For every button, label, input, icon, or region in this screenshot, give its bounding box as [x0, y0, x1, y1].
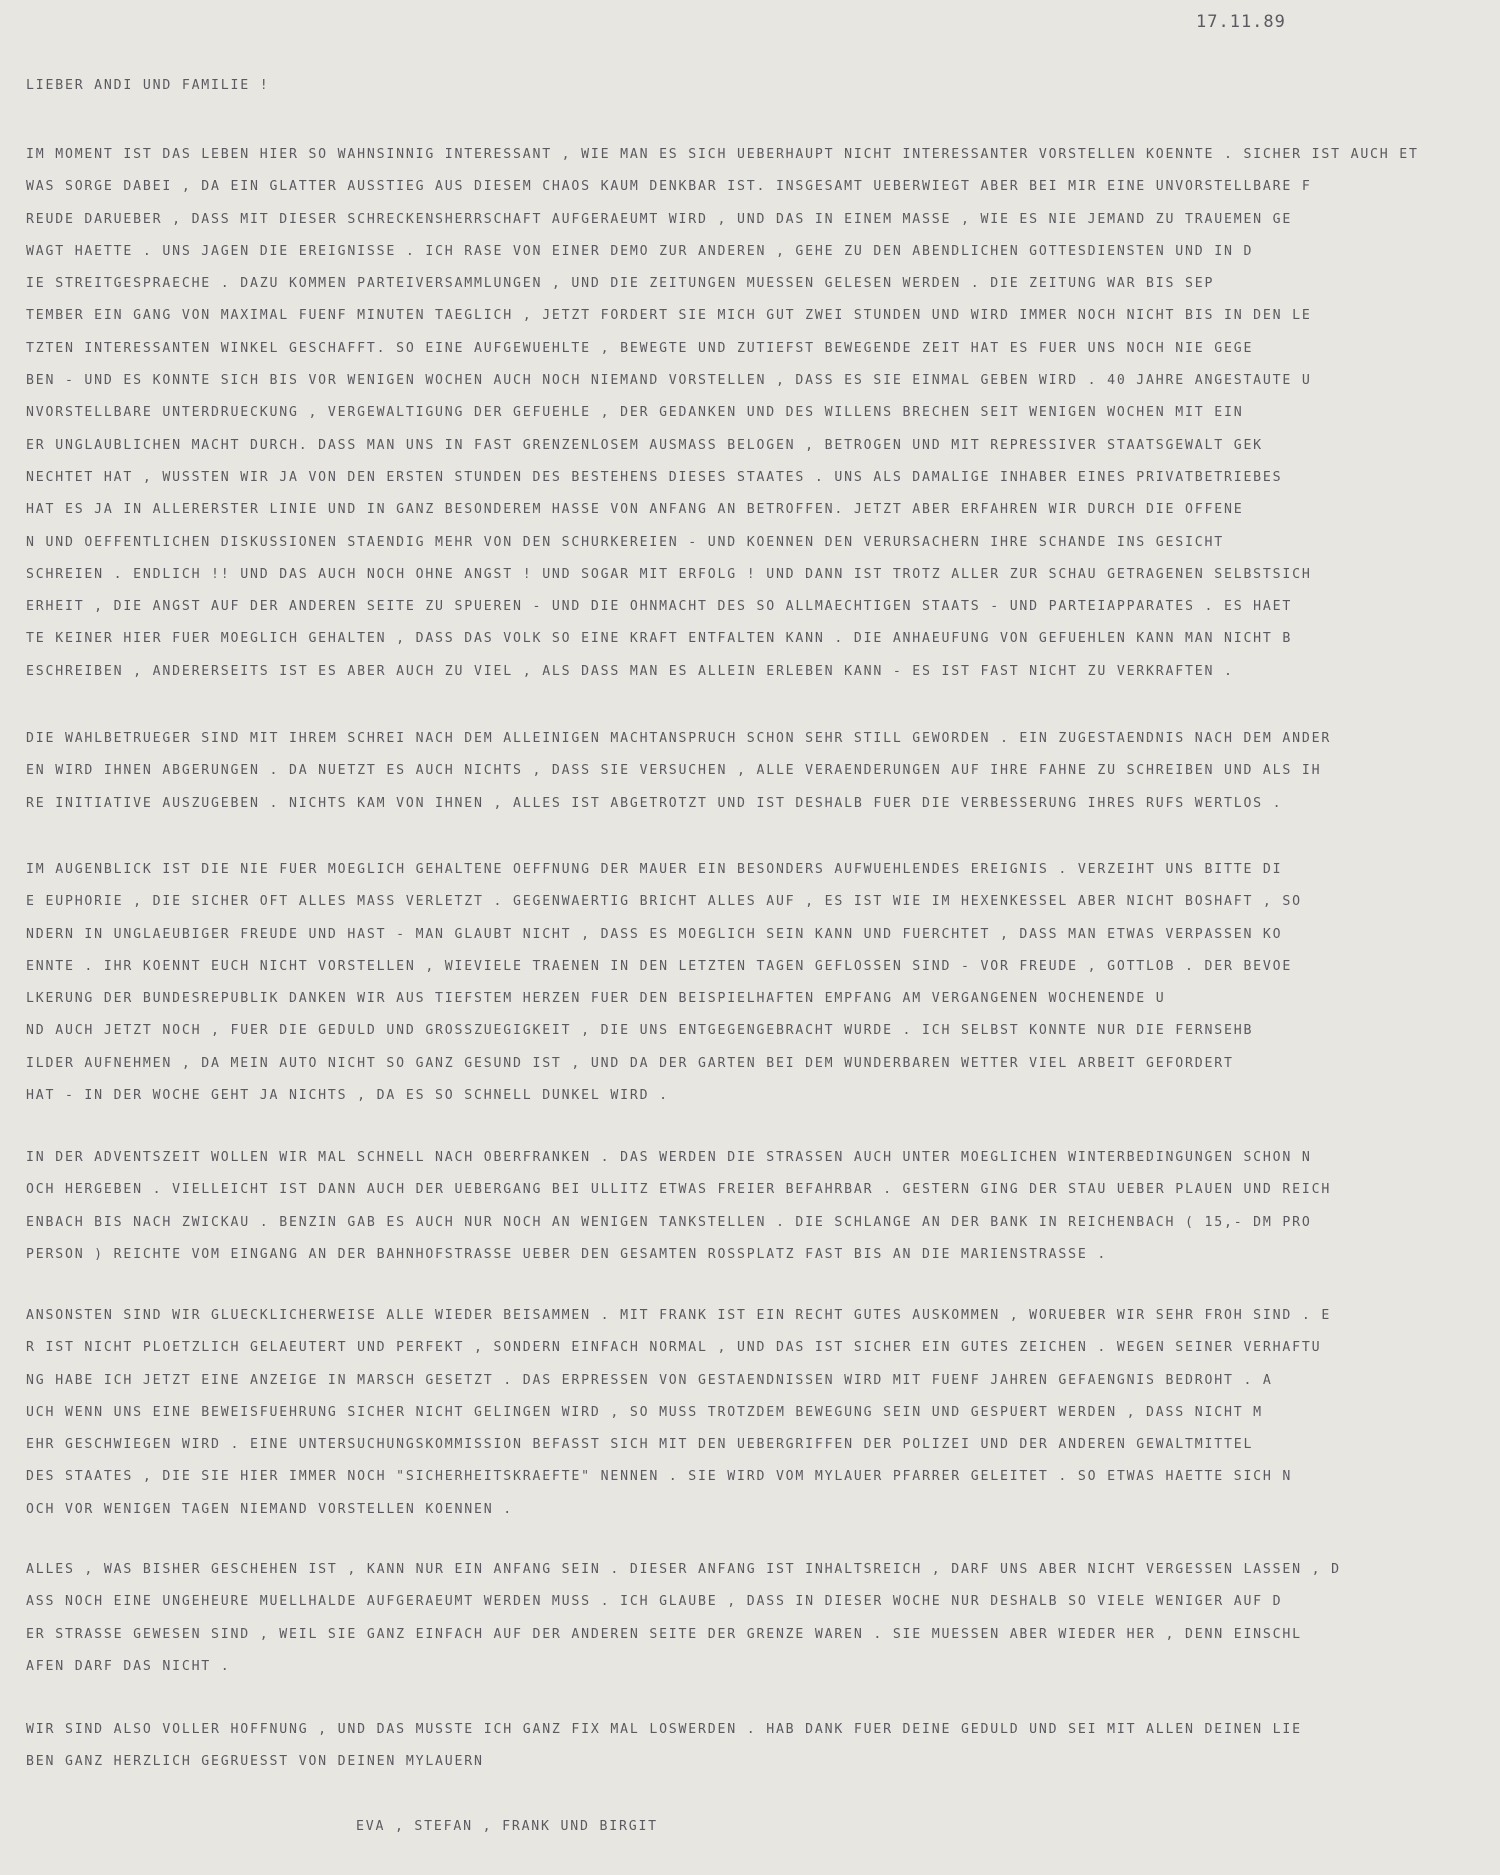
salutation: LIEBER ANDI UND FAMILIE ! — [26, 78, 270, 93]
text-line: EN WIRD IHNEN ABGERUNGEN . DA NUETZT ES AUCH NICHTS , DASS SIE VERSUCHEN , ALLE VERAENDERUNGEN AUF IHRE FAHNE ZU SCHREIBEN UND ALS IH — [26, 763, 1322, 779]
text-line: ENNTE . IHR KOENNT EUCH NICHT VORSTELLEN , WIEVIELE TRAENEN IN DEN LETZTEN TAGEN GEFLOSSEN SIND - VOR FREUDE , GOTTLOB . DER BEVOE — [26, 958, 1293, 974]
text-line: UCH WENN UNS EINE BEWEISFUEHRUNG SICHER NICHT GELINGEN WIRD , SO MUSS TROTZDEM BEWEGUNG SEIN UND GESPUERT WERDEN , DASS NICHT M — [26, 1404, 1263, 1420]
text-line: ASS NOCH EINE UNGEHEURE MUELLHALDE AUFGERAEUMT WERDEN MUSS . ICH GLAUBE , DASS IN DIESER WOCHE NUR DESHALB SO VIELE WENIGER AUF D — [26, 1594, 1283, 1610]
letter-date: 17.11.89 — [1196, 12, 1286, 32]
text-line: R IST NICHT PLOETZLICH GELAEUTERT UND PERFEKT , SONDERN EINFACH NORMAL , UND DAS IST SICHER EIN GUTES ZEICHEN . WEGEN SEINER VERHAFTU — [26, 1340, 1322, 1356]
text-line: OCH VOR WENIGEN TAGEN NIEMAND VORSTELLEN KOENNEN . — [26, 1501, 513, 1517]
text-line: BEN GANZ HERZLICH GEGRUESST VON DEINEN MYLAUERN — [26, 1754, 484, 1770]
text-line: ALLES , WAS BISHER GESCHEHEN IST , KANN NUR EIN ANFANG SEIN . DIESER ANFANG IST INHALTSREICH , DARF UNS ABER NICHT VERGESSEN LASSEN , D — [26, 1562, 1341, 1577]
text-line: IE STREITGESPRAECHE . DAZU KOMMEN PARTEIVERSAMMLUNGEN , UND DIE ZEITUNGEN MUESSEN GELESEN WERDEN . DIE ZEITUNG WAR BIS SEP — [26, 276, 1215, 292]
text-line: WIR SIND ALSO VOLLER HOFFNUNG , UND DAS MUSSTE ICH GANZ FIX MAL LOSWERDEN . HAB DANK FUER DEINE GEDULD UND SEI MIT ALLEN DEINEN LIE — [26, 1722, 1302, 1737]
text-line: IM MOMENT IST DAS LEBEN HIER SO WAHNSINNIG INTERESSANT , WIE MAN ES SICH UEBERHAUPT NICHT INTERESSANTER VORSTELLEN KOENNTE . SICHER IST AUCH ET — [26, 147, 1419, 162]
text-line: EHR GESCHWIEGEN WIRD . EINE UNTERSUCHUNGSKOMMISSION BEFASST SICH MIT DEN UEBERGRIFFEN DER POLIZEI UND DER ANDEREN GEWALTMITTEL — [26, 1437, 1254, 1453]
text-line: ND AUCH JETZT NOCH , FUER DIE GEDULD UND GROSSZUEGIGKEIT , DIE UNS ENTGEGENGEBRACHT WURDE . ICH SELBST KONNTE NUR DIE FERNSEHB — [26, 1023, 1254, 1039]
text-line: BEN - UND ES KONNTE SICH BIS VOR WENIGEN WOCHEN AUCH NOCH NIEMAND VORSTELLEN , DASS ES SIE EINMAL GEBEN WIRD . 40 JAHRE ANGESTAUTE U — [26, 373, 1312, 389]
text-line: WAS SORGE DABEI , DA EIN GLATTER AUSSTIEG AUS DIESEM CHAOS KAUM DENKBAR IST. INSGESAMT UEBERWIEGT ABER BEI MIR EINE UNVORSTELLBARE F — [26, 179, 1312, 195]
text-line: ILDER AUFNEHMEN , DA MEIN AUTO NICHT SO GANZ GESUND IST , UND DA DER GARTEN BEI DEM WUNDERBAREN WETTER VIEL ARBEIT GEFORDERT — [26, 1055, 1234, 1071]
paragraph-3 — [26, 854, 1496, 1112]
paragraph-7 — [26, 1714, 1496, 1779]
text-line: NG HABE ICH JETZT EINE ANZEIGE IN MARSCH GESETZT . DAS ERPRESSEN VON GESTAENDNISSEN WIRD MIT FUENF JAHREN GEFAENGNIS BEDROHT . A — [26, 1372, 1273, 1388]
text-line: OCH HERGEBEN . VIELLEICHT IST DANN AUCH DER UEBERGANG BEI ULLITZ ETWAS FREIER BEFAHRBAR . GESTERN GING DER STAU UEBER PLAUEN UND REICH — [26, 1182, 1332, 1198]
text-line: PERSON ) REICHTE VOM EINGANG AN DER BAHNHOFSTRASSE UEBER DEN GESAMTEN ROSSPLATZ FAST BIS AN DIE MARIENSTRASSE . — [26, 1246, 1108, 1262]
text-line: ER STRASSE GEWESEN SIND , WEIL SIE GANZ EINFACH AUF DER ANDEREN SEITE DER GRENZE WAREN . SIE MUESSEN ABER WIEDER HER , DENN EINSCHL — [26, 1626, 1302, 1642]
text-line: E EUPHORIE , DIE SICHER OFT ALLES MASS VERLETZT . GEGENWAERTIG BRICHT ALLES AUF , ES IST WIE IM HEXENKESSEL ABER NICHT BOSHAFT , SO — [26, 894, 1302, 910]
text-line: N UND OEFFENTLICHEN DISKUSSIONEN STAENDIG MEHR VON DEN SCHURKEREIEN - UND KOENNEN DEN VERURSACHERN IHRE SCHANDE INS GESICHT — [26, 534, 1224, 550]
text-line: ER UNGLAUBLICHEN MACHT DURCH. DASS MAN UNS IN FAST GRENZENLOSEM AUSMASS BELOGEN , BETROGEN UND MIT REPRESSIVER STAATSGEWALT GEK — [26, 437, 1263, 453]
text-line: NVORSTELLBARE UNTERDRUECKUNG , VERGEWALTIGUNG DER GEFUEHLE , DER GEDANKEN UND DES WILLENS BRECHEN SEIT WENIGEN WOCHEN MIT EIN — [26, 405, 1244, 421]
text-line: DIE WAHLBETRUEGER SIND MIT IHREM SCHREI NACH DEM ALLEINIGEN MACHTANSPRUCH SCHON SEHR STILL GEWORDEN . EIN ZUGESTAENDNIS NACH DEM ANDER — [26, 731, 1332, 746]
text-line: IN DER ADVENTSZEIT WOLLEN WIR MAL SCHNELL NACH OBERFRANKEN . DAS WERDEN DIE STRASSEN AUCH UNTER MOEGLICHEN WINTERBEDINGUNGEN SCHON N — [26, 1150, 1312, 1165]
text-line: HAT - IN DER WOCHE GEHT JA NICHTS , DA ES SO SCHNELL DUNKEL WIRD . — [26, 1088, 669, 1104]
text-line: ERHEIT , DIE ANGST AUF DER ANDEREN SEITE ZU SPUEREN - UND DIE OHNMACHT DES SO ALLMAECHTIGEN STAATS - UND PARTEIAPPARATES . ES HAET — [26, 599, 1293, 615]
text-line: TZTEN INTERESSANTEN WINKEL GESCHAFFT. SO EINE AUFGEWUEHLTE , BEWEGTE UND ZUTIEFST BEWEGENDE ZEIT HAT ES FUER UNS NOCH NIE GEGE — [26, 340, 1254, 356]
text-line: DES STAATES , DIE SIE HIER IMMER NOCH "SICHERHEITSKRAEFTE" NENNEN . SIE WIRD VOM MYLAUER PFARRER GELEITET . SO ETWAS HAETTE SICH N — [26, 1469, 1293, 1485]
paragraph-4 — [26, 1142, 1496, 1271]
text-line: NECHTET HAT , WUSSTEN WIR JA VON DEN ERSTEN STUNDEN DES BESTEHENS DIESES STAATES . UNS ALS DAMALIGE INHABER EINES PRIVATBETRIEBES — [26, 469, 1283, 485]
text-line: ESCHREIBEN , ANDERERSEITS IST ES ABER AUCH ZU VIEL , ALS DASS MAN ES ALLEIN ERLEBEN KANN - ES IST FAST NICHT ZU VERKRAFTEN . — [26, 663, 1234, 679]
paragraph-6 — [26, 1554, 1496, 1683]
text-line: TEMBER EIN GANG VON MAXIMAL FUENF MINUTEN TAEGLICH , JETZT FORDERT SIE MICH GUT ZWEI STUNDEN UND WIRD IMMER NOCH NICHT BIS IN DEN LE — [26, 308, 1312, 324]
text-line: SCHREIEN . ENDLICH !! UND DAS AUCH NOCH OHNE ANGST ! UND SOGAR MIT ERFOLG ! UND DANN IST TROTZ ALLER ZUR SCHAU GETRAGENEN SELBSTSICH — [26, 566, 1312, 582]
text-line: WAGT HAETTE . UNS JAGEN DIE EREIGNISSE . ICH RASE VON EINER DEMO ZUR ANDEREN , GEHE ZU DEN ABENDLICHEN GOTTESDIENSTEN UND IN D — [26, 243, 1254, 259]
text-line: TE KEINER HIER FUER MOEGLICH GEHALTEN , DASS DAS VOLK SO EINE KRAFT ENTFALTEN KANN . DIE ANHAEUFUNG VON GEFUEHLEN KANN MAN NICHT B — [26, 631, 1293, 647]
text-line: ANSONSTEN SIND WIR GLUECKLICHERWEISE ALLE WIEDER BEISAMMEN . MIT FRANK IST EIN RECHT GUTES AUSKOMMEN , WORUEBER WIR SEHR FROH SIND . E — [26, 1308, 1332, 1323]
paragraph-5 — [26, 1300, 1496, 1526]
text-line: LKERUNG DER BUNDESREPUBLIK DANKEN WIR AUS TIEFSTEM HERZEN FUER DEN BEISPIELHAFTEN EMPFANG AM VERGANGENEN WOCHENENDE U — [26, 991, 1166, 1007]
paragraph-2 — [26, 723, 1496, 820]
text-line: AFEN DARF DAS NICHT . — [26, 1658, 231, 1674]
text-line: HAT ES JA IN ALLERERSTER LINIE UND IN GANZ BESONDEREM HASSE VON ANFANG AN BETROFFEN. JETZT ABER ERFAHREN WIR DURCH DIE OFFENE — [26, 502, 1244, 518]
paragraph-1 — [26, 139, 1496, 688]
signature: EVA , STEFAN , FRANK UND BIRGIT — [356, 1819, 658, 1834]
text-line: IM AUGENBLICK IST DIE NIE FUER MOEGLICH GEHALTENE OEFFNUNG DER MAUER EIN BESONDERS AUFWUEHLENDES EREIGNIS . VERZEIHT UNS BITTE DI — [26, 862, 1283, 877]
text-line: RE INITIATIVE AUSZUGEBEN . NICHTS KAM VON IHNEN , ALLES IST ABGETROTZT UND IST DESHALB FUER DIE VERBESSERUNG IHRES RUFS WERTLOS . — [26, 795, 1283, 811]
text-line: REUDE DARUEBER , DASS MIT DIESER SCHRECKENSHERRSCHAFT AUFGERAEUMT WIRD , UND DAS IN EINEM MASSE , WIE ES NIE JEMAND ZU TRAUEMEN GE — [26, 211, 1293, 227]
text-line: NDERN IN UNGLAEUBIGER FREUDE UND HAST - MAN GLAUBT NICHT , DASS ES MOEGLICH SEIN KANN UND FUERCHTET , DASS MAN ETWAS VERPASSEN KO — [26, 926, 1283, 942]
text-line: ENBACH BIS NACH ZWICKAU . BENZIN GAB ES AUCH NUR NOCH AN WENIGEN TANKSTELLEN . DIE SCHLANGE AN DER BANK IN REICHENBACH ( 15,- DM PRO — [26, 1214, 1312, 1230]
